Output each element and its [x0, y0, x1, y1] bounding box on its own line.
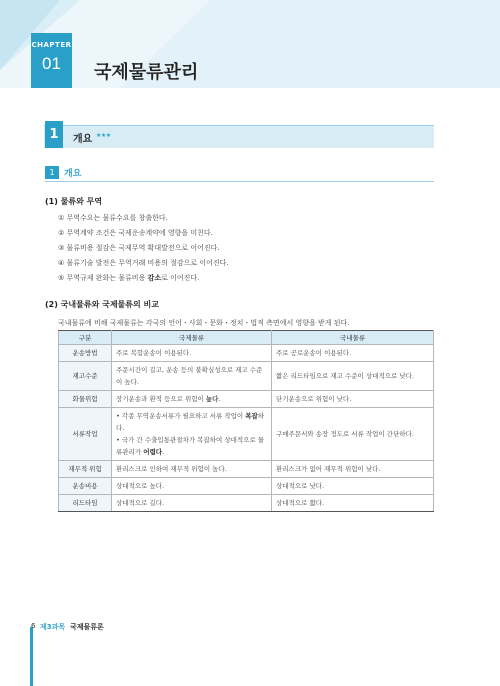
chapter-number: 01 [42, 54, 61, 73]
list-item: ⑤ 무역규제 완화는 물류비용 감소로 이어진다. [58, 274, 200, 282]
comparison-table [58, 330, 434, 512]
list-item: ③ 물류비용 절감은 국제무역 확대발전으로 이어진다. [58, 244, 220, 252]
dom-cell: 상대적으로 낮다. [272, 478, 434, 495]
chapter-title: 국제물류관리 [94, 62, 199, 83]
intl-cell: 환리스크로 인하여 재무적 위험이 높다. [112, 461, 272, 478]
column-header: 국내물류 [272, 331, 434, 345]
column-header: 구분 [59, 331, 112, 345]
dom-cell: 환리스크가 없어 재무적 위험이 낮다. [272, 461, 434, 478]
table-row [59, 478, 434, 495]
subsection-divider [45, 181, 434, 182]
table-row [59, 345, 434, 362]
footer-title: 국제물류론 [70, 623, 104, 631]
footer-accent-line [30, 627, 33, 686]
row-label: 서류작업 [59, 408, 112, 461]
row-label: 화물위험 [59, 391, 112, 408]
intl-cell: 상대적으로 높다. [112, 478, 272, 495]
page-number: 6 [31, 622, 36, 630]
dom-cell: 상대적으로 짧다. [272, 495, 434, 512]
table-row [59, 391, 434, 408]
row-label: 재고수준 [59, 362, 112, 391]
dom-cell: 주로 공로운송이 이용된다. [272, 345, 434, 362]
chapter-badge [31, 33, 72, 88]
part1-heading: (1) 물류와 무역 [45, 197, 103, 206]
chapter-label: CHAPTER [31, 41, 72, 49]
table-row [59, 362, 434, 391]
list-item: ④ 물류기술 발전은 무역거래 비용의 절감으로 이어진다. [58, 259, 229, 267]
row-label: 리드타임 [59, 495, 112, 512]
dom-cell: 짧은 리드타임으로 재고 수준이 상대적으로 낮다. [272, 362, 434, 391]
importance-stars: ★★★ [96, 132, 111, 139]
subsection-title: 개요 [64, 169, 82, 179]
part2-intro: 국내물류에 비해 국제물류는 각국의 언어・사회・문화・정치・법적 측면에서 영향을 받게 된다. [58, 319, 350, 327]
list-item: ① 무역수요는 물류수요를 창출한다. [58, 214, 168, 222]
table-header-row [59, 331, 434, 345]
table-row [59, 495, 434, 512]
table-row [59, 461, 434, 478]
row-label: 운송비용 [59, 478, 112, 495]
table-row [59, 408, 434, 461]
dom-cell: 구매주문서와 송장 정도로 서류 작업이 간단하다. [272, 408, 434, 461]
dom-cell: 단기운송으로 위험이 낮다. [272, 391, 434, 408]
part2-heading: (2) 국내물류와 국제물류의 비교 [45, 300, 159, 309]
section-number: 1 [45, 121, 63, 148]
chapter-header-band [0, 0, 500, 88]
section-title: 개요 [73, 134, 93, 145]
intl-cell: 장기운송과 환적 등으로 위험이 높다. [112, 391, 272, 408]
row-label: 재무적 위험 [59, 461, 112, 478]
footer-subject: 제3과목 [40, 623, 66, 631]
column-header: 국제물류 [112, 331, 272, 345]
subsection-number: 1 [45, 166, 59, 179]
list-item: ② 무역계약 조건은 국제운송계약에 영향을 미친다. [58, 229, 213, 237]
intl-cell: 주로 복합운송이 이용된다. [112, 345, 272, 362]
row-label: 운송방법 [59, 345, 112, 362]
intl-cell: 주문시간이 길고, 운송 등의 불확실성으로 재고 수준이 높다. [112, 362, 272, 391]
intl-cell: • 각종 무역운송서류가 필요하고 서류 작업이 복잡하다. • 국가 간 수출입통관절차가 복잡하여 상대적으로 물류관리가 어렵다. [112, 408, 272, 461]
intl-cell: 상대적으로 길다. [112, 495, 272, 512]
